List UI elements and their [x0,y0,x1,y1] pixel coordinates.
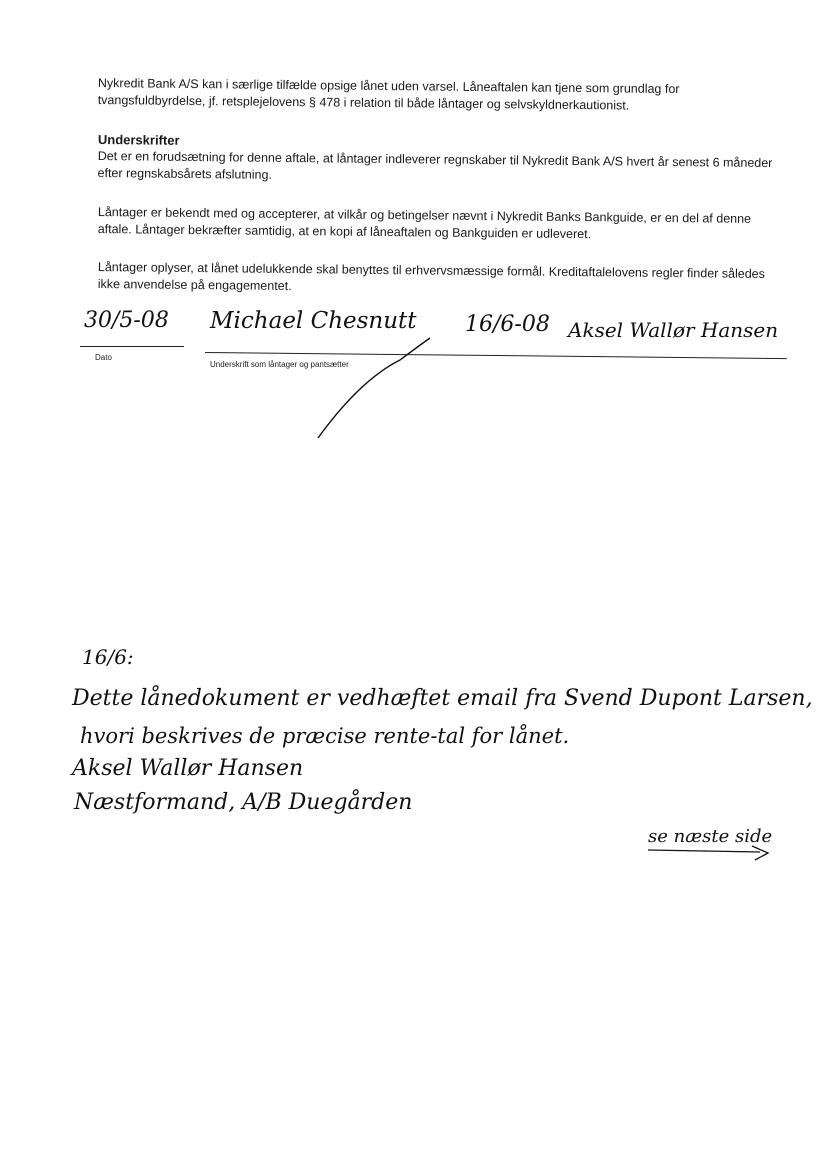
note-continue: se næste side [648,826,773,847]
signature-label: Underskrift som låntager og pantsætter [210,360,349,369]
handwritten-date-1: 30/5-08 [84,308,169,333]
paragraph-bankguide-text: Låntager er bekendt med og accepterer, at vilkår og betingelser nævnt i Nykredit Banks Bankguide, er en del af denne aftale. Låntager bekræfter samtidig, at en kopi af låneaftalen og Bankguiden er udleveret. [97,204,752,242]
section-heading: Underskrifter [97,131,180,148]
note-line-4: Næstformand, A/B Duegården [74,790,413,815]
note-line-3: Aksel Wallør Hansen [72,756,304,781]
paragraph-accounts: Det er en forudsætning for denne aftale, at låntager indleverer regnskaber til Nykredit Bank A/S hvert år senest 6 måneder efter regnskabsårets afslutning. [97,148,773,182]
note-line-2: hvori beskrives de præcise rente-tal for lånet. [80,724,570,748]
signature-borrower: Michael Chesnutt [210,308,417,334]
paragraph-purpose-text: Låntager oplyser, at lånet udelukkende skal benyttes til erhvervsmæssige formål. Kreditaftalelovens regler finder således ikke anvendelse på engagementet. [97,259,765,294]
arrow-stroke [648,846,768,860]
paragraph-termination-text: Nykredit Bank A/S kan i særlige tilfælde opsige lånet uden varsel. Låneaftalen kan tjene som grundlag for tvangsfuldbyrdelse, jf. retsplejelovens § 478 i relation til både låntager og selvskyldnerkautionist. [97,75,680,113]
date-label: Dato [95,353,112,362]
note-date: 16/6: [82,645,134,669]
diagonal-pen-stroke [318,338,430,438]
note-line-1: Dette lånedokument er vedhæftet email fra Svend Dupont Larsen, [72,686,813,711]
signature-second: Aksel Wallør Hansen [568,318,779,342]
handwritten-date-2: 16/6-08 [465,312,550,337]
